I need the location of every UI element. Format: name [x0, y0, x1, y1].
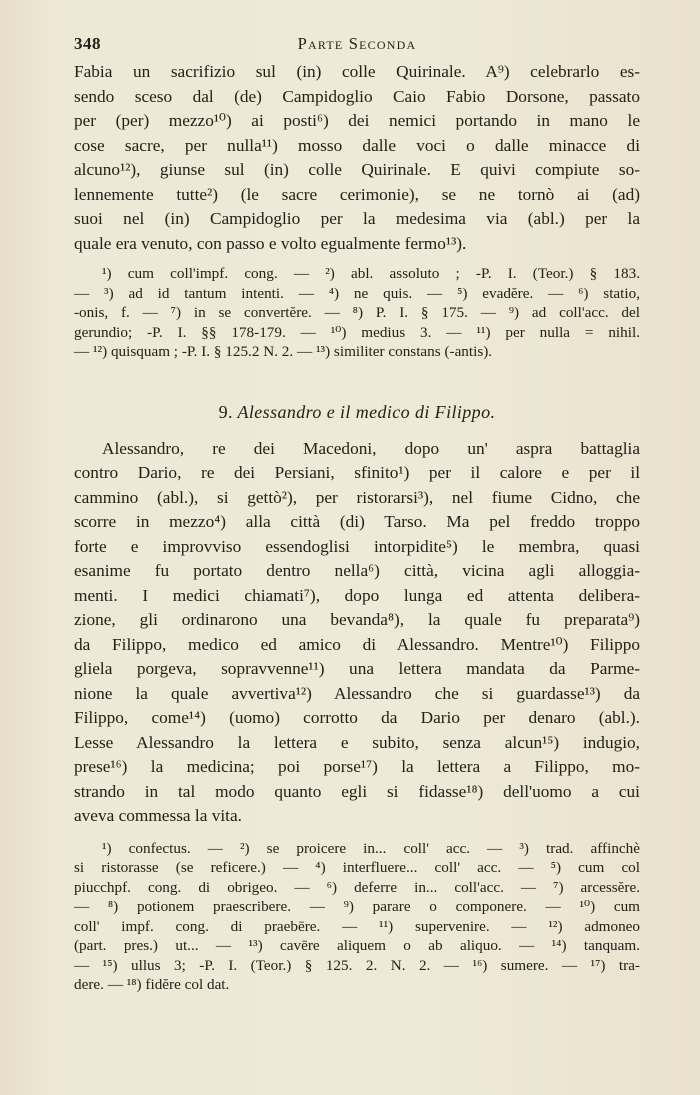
text-line: cammino (abl.), si gettò²), per ristorarsi³), nel fiume Cidno, che: [74, 487, 640, 507]
footnote-line: gerundio; -P. I. §§ 178-179. — ¹⁰) medius 3. — ¹¹) per nulla = nihil.: [74, 323, 640, 341]
text-line: zione, gli ordinarono una bevanda⁸), la quale fu preparata⁹): [74, 610, 640, 629]
footnote-line: coll' impf. cong. di praebēre. — ¹¹) supervenire. — ¹²) admoneo: [74, 917, 640, 935]
text-line: per (per) mezzo¹⁰) ai posti⁶) dei nemici portando in mano le: [74, 111, 640, 130]
footnote-line: — ¹²) quisquam ; -P. I. § 125.2 N. 2. — ¹³) similiter constans (-antis).: [74, 343, 493, 360]
footnote-line: piucchpf. cong. di obrigeo. — ⁶) deferre in... coll'acc. — ⁷) arcessĕre.: [74, 878, 640, 896]
text-line: quale era venuto, con passo e volto egualmente fermo¹³).: [74, 233, 467, 253]
footnote-line: — ³) ad id tantum intenti. — ⁴) ne quis. — ⁵) evadĕre. — ⁶) statio,: [74, 284, 640, 302]
text-line: prese¹⁶) la medicina; poi porse¹⁷) la lettera a Filippo, mo-: [74, 757, 640, 776]
text-line: lennemente tutte²) (le sacre cerimonie), se ne tornò ai (ad): [74, 184, 640, 204]
text-line: aveva commessa la vita.: [74, 806, 242, 825]
running-head: Parte Seconda: [297, 34, 417, 53]
passage-1: [74, 60, 640, 256]
passage-2: [74, 437, 640, 829]
text-line: da Filippo, medico ed amico di Alessandro. Mentre¹⁰) Filippo: [74, 634, 640, 654]
page-number: 348: [74, 34, 101, 53]
footnote-line: ¹) cum coll'impf. cong. — ²) abl. assoluto ; -P. I. (Teor.) § 183.: [102, 265, 640, 282]
page-header: [74, 34, 640, 60]
text-line: Fabia un sacrifizio sul (in) colle Quirinale. A⁹) celebrarlo es-: [74, 62, 640, 81]
text-line: esanime fu portato dentro nella⁶) città, vicina agli alloggia-: [74, 561, 640, 580]
text-line: strando in tal modo quanto egli si fidasse¹⁸) dell'uomo a cui: [74, 781, 640, 801]
text-line: nione la quale avvertiva¹²) Alessandro che si guardasse¹³) da: [74, 683, 640, 703]
section-number: 9.: [218, 401, 233, 422]
text-line: suoi nel (in) Campidoglio per la medesima via (abl.) per la: [74, 209, 640, 228]
text-line: Alessandro, re dei Macedoni, dopo un' aspra battaglia: [102, 438, 640, 458]
footnotes-1: [74, 264, 640, 362]
text-line: Filippo, come¹⁴) (uomo) corrotto da Dario per denaro (abl.).: [74, 708, 640, 727]
text-line: gliela porgeva, sopravvenne¹¹) una lettera mandata da Parme-: [74, 659, 640, 678]
text-line: Lesse Alessandro la lettera e subito, senza alcun¹⁵) indugio,: [74, 732, 640, 752]
text-line: contro Dario, re dei Persiani, sfinito¹) per il calore e per il: [74, 463, 640, 482]
footnote-line: si ristorasse (se reficere.) — ⁴) interfluere... coll' acc. — ⁵) cum col: [74, 859, 640, 876]
text-line: menti. I medici chiamati⁷), dopo lunga ed attenta delibera-: [74, 585, 640, 605]
footnote-line: (part. pres.) ut... — ¹³) cavēre aliquem o ab aliquo. — ¹⁴) tanquam.: [74, 937, 640, 954]
footnote-line: — ⁸) potionem praescribere. — ⁹) parare o componere. — ¹⁰) cum: [74, 898, 640, 915]
footnote-line: dere. — ¹⁸) fidĕre col dat.: [74, 976, 230, 993]
footnote-line: — ¹⁵) ullus 3; -P. I. (Teor.) § 125. 2. N. 2. — ¹⁶) sumere. — ¹⁷) tra-: [74, 956, 640, 974]
section-title: Alessandro e il medico di Filippo.: [237, 401, 496, 422]
text-line: forte e improvviso essendoglisi intorpidite⁵) le membra, quasi: [74, 536, 640, 556]
text-line: alcuno¹²), giunse sul (in) colle Quirinale. E quivi compiute so-: [74, 160, 640, 179]
text-line: sendo sceso dal (de) Campidoglio Caio Fabio Dorsone, passato: [74, 86, 640, 106]
text-line: scorre in mezzo⁴) alla città (di) Tarso. Ma pel freddo troppo: [74, 512, 640, 531]
footnote-line: -onis, f. — ⁷) in se convertĕre. — ⁸) P. I. § 175. — ⁹) ad coll'acc. del: [74, 304, 640, 321]
text-line: cose sacre, per nulla¹¹) mosso dalle voci o dalle minacce di: [74, 135, 640, 155]
footnotes-2: [74, 839, 640, 995]
section-heading: [74, 402, 640, 423]
footnote-line: ¹) confectus. — ²) se proicere in... coll' acc. — ³) trad. affinchè: [102, 839, 640, 857]
